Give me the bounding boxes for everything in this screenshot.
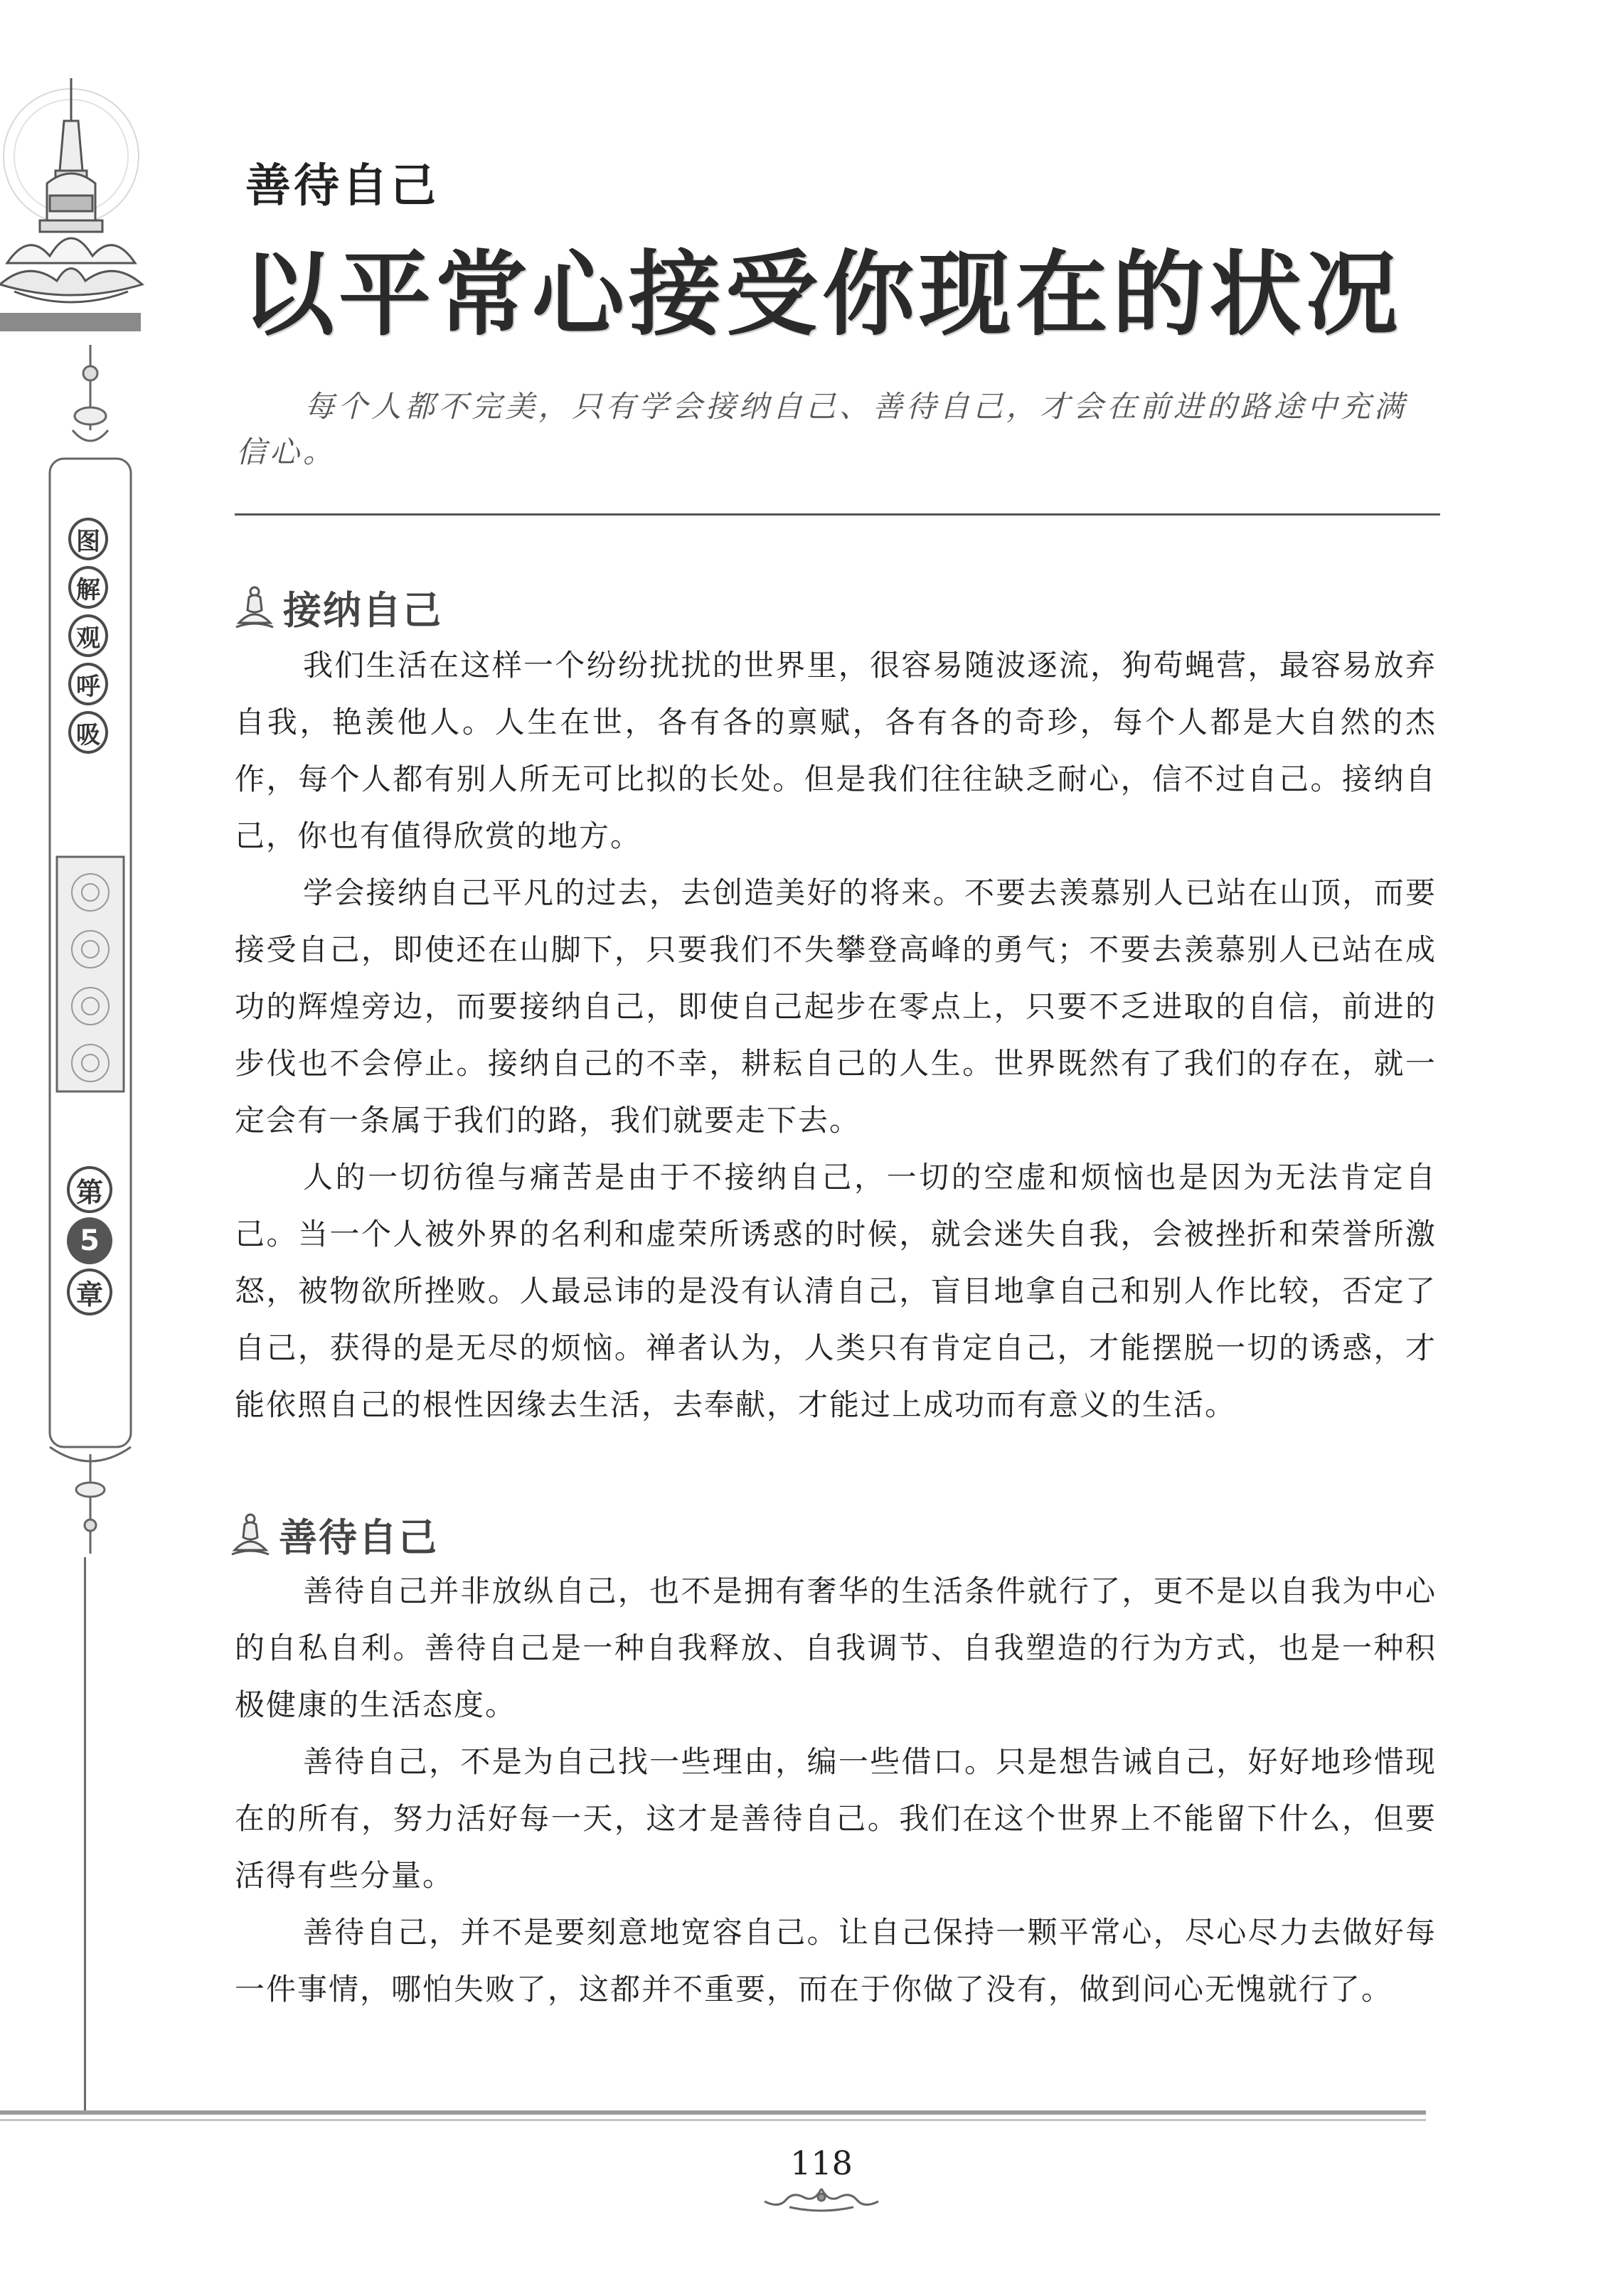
paragraph: 人的一切彷徨与痛苦是由于不接纳自己，一切的空虚和烦恼也是因为无法肯定自己。当一个人被外界的名利和虚荣所诱惑的时候，就会迷失自我，会被挫折和荣誉所激怒，被物欲所挫败。人最忌讳的是没有认清自己，盲目地拿自己和别人作比较，否定了自己，获得的是无尽的烦恼。禅者认为，人类只有肯定自己，才能摆脱一切的诱惑，才能依照自己的根性因缘去生活，去奉献，才能过上成功而有意义的生活。	[235, 1160, 1437, 1422]
book-title-char: 吸	[68, 711, 108, 754]
paragraph: 我们生活在这样一个纷纷扰扰的世界里，很容易随波逐流，狗苟蝇营，最容易放弃自我，艳羡他人。人生在世，各有各的禀赋，各有各的奇珍，每个人都是大自然的杰作，每个人都有别人所无可比拟的长处。但是我们往往缺乏耐心，信不过自己。接纳自己，你也有值得欣赏的地方。	[235, 648, 1437, 853]
page-title: 以平常心接受你现在的状况	[242, 240, 1403, 348]
chapter-suffix: 章	[67, 1269, 112, 1315]
section-heading-text: 接纳自己	[283, 587, 442, 633]
chapter-marker	[65, 1166, 114, 1315]
section-heading-text: 善待自己	[279, 1515, 438, 1560]
paragraph: 善待自己，不是为自己找一些理由，编一些借口。只是想告诫自己，好好地珍惜现在的所有，努力活好每一天，这才是善待自己。我们在这个世界上不能留下什么，但要活得有些分量。	[235, 1744, 1437, 1893]
chapter-prefix: 第	[67, 1166, 112, 1213]
header-band	[0, 313, 141, 331]
chapter-number: 5	[67, 1217, 112, 1264]
footer-rule	[0, 2110, 1426, 2115]
margin-rule	[84, 1557, 86, 2112]
section-body	[235, 1563, 1437, 2018]
footer-rule	[0, 2119, 1426, 2121]
section-heading	[233, 580, 442, 635]
book-title-char: 呼	[68, 663, 108, 705]
scroll-ornament-icon	[747, 2182, 896, 2213]
section-body	[235, 637, 1437, 1433]
buddha-icon	[233, 584, 276, 631]
intro-text: 每个人都不完美，只有学会接纳自己、善待自己，才会在前进的路途中充满信心。	[236, 389, 1408, 469]
series-title: 善待自己	[245, 160, 439, 213]
buddha-icon	[229, 1512, 272, 1559]
book-title-char: 解	[68, 566, 108, 609]
page-number: 118	[790, 2144, 853, 2182]
section-heading	[229, 1507, 438, 1562]
stupa-icon	[0, 78, 171, 313]
intro-divider	[235, 513, 1440, 516]
book-title-vertical	[68, 518, 111, 754]
paragraph: 学会接纳自己平凡的过去，去创造美好的将来。不要去羡慕别人已站在山顶，而要接受自己，即使还在山脚下，只要我们不失攀登高峰的勇气；不要去羡慕别人已站在成功的辉煌旁边，而要接纳自己，即使自己起步在零点上，只要不乏进取的自信，前进的步伐也不会停止。接纳自己的不幸，耕耘自己的人生。世界既然有了我们的存在，就一定会有一条属于我们的路，我们就要走下去。	[235, 875, 1437, 1138]
book-title-char: 观	[68, 614, 108, 657]
paragraph: 善待自己并非放纵自己，也不是拥有奢华的生活条件就行了，更不是以自我为中心的自私自利。善待自己是一种自我释放、自我调节、自我塑造的行为方式，也是一种积极健康的生活态度。	[235, 1574, 1437, 1722]
paragraph: 善待自己，并不是要刻意地宽容自己。让自己保持一颗平常心，尽心尽力去做好每一件事情，哪怕失败了，这都并不重要，而在于你做了没有，做到问心无愧就行了。	[235, 1915, 1437, 2007]
book-title-char: 图	[68, 518, 108, 560]
